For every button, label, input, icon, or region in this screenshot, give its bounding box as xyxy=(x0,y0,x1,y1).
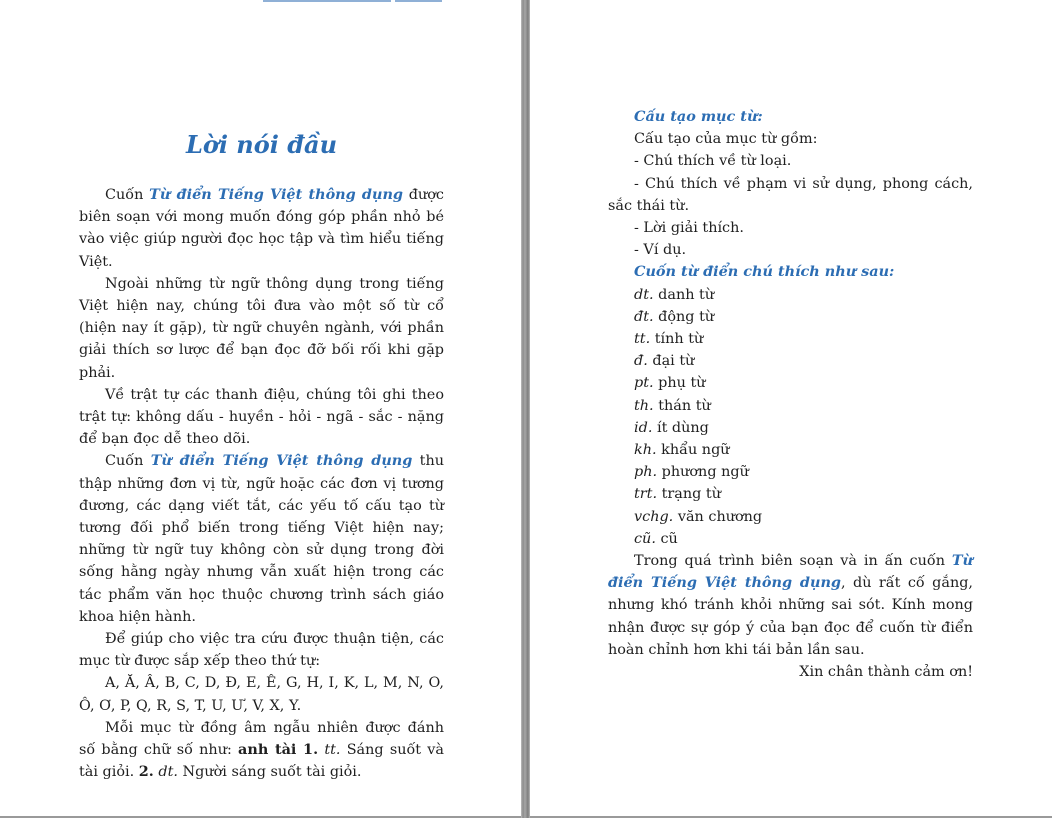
abbreviation-meaning: văn chương xyxy=(677,508,763,525)
p4-post: thu thập những đơn vị từ, ngữ hoặc các đơn vị tương đương, các dạng viết tắt, các yếu tố cấu tạo từ tương đối phổ biến trong tiếng Việt hiện nay; những từ ngữ tuy không còn sử dụng trong đời sống hằng ngày nhưng vẫn xuất hiện trong các tác phẩm văn học thuộc chương trình sách giáo khoa hiện hành. xyxy=(79,453,444,625)
abbreviation-code: cũ. xyxy=(634,530,656,547)
right-body xyxy=(608,106,973,683)
structure-intro: Cấu tạo của mục từ gồm: xyxy=(634,131,818,148)
example-def-1: Sáng suốt và tài giỏi. xyxy=(79,742,445,781)
example-def-2: Người sáng suốt tài giỏi. xyxy=(177,764,362,781)
thanks-line: Xin chân thành cảm ơn! xyxy=(799,664,973,681)
abbreviation-code: dt. xyxy=(634,286,654,303)
abbreviation-row xyxy=(608,306,973,328)
abbreviation-code: kh. xyxy=(634,442,657,459)
alphabet-order: A, Ă, Â, B, C, D, Đ, E, Ê, G, H, I, K, L, M, N, O, Ô, Ơ, P, Q, R, S, T, U, Ư, V, X, Y. xyxy=(79,675,444,714)
abbreviation-row xyxy=(608,417,973,439)
structure-item: - Chú thích về phạm vi sử dụng, phong cách, sắc thái từ. xyxy=(608,175,973,214)
structure-item: - Ví dụ. xyxy=(634,242,687,259)
abbreviation-meaning: khẩu ngữ xyxy=(661,442,730,459)
abbreviation-meaning: danh từ xyxy=(658,286,715,303)
abbreviation-code: pt. xyxy=(634,375,654,392)
closing-pre: Trong quá trình biên soạn và in ấn cuốn xyxy=(634,553,952,570)
example-num-2: 2. xyxy=(138,763,154,781)
abbreviation-row xyxy=(608,461,973,483)
abbreviation-row xyxy=(608,350,973,372)
abbreviation-list xyxy=(608,284,973,550)
abbreviation-row xyxy=(608,395,973,417)
p1-pre: Cuốn xyxy=(105,187,150,203)
page-divider xyxy=(521,0,530,818)
book-title: Từ điển Tiếng Việt thông dụng xyxy=(149,186,403,203)
book-title: Từ điển Tiếng Việt thông dụng xyxy=(608,552,973,592)
p1-post: được biên soạn với mong muốn đóng góp phần nhỏ bé vào việc giúp người đọc học tập và tìm hiểu tiếng Việt. xyxy=(79,187,444,270)
closing-post: , dù rất cố gắng, nhưng khó tránh khỏi những sai sót. Kính mong nhận được sự góp ý của bạn đọc để cuốn từ điển hoàn chỉnh hơn khi tái bản lần sau. xyxy=(608,575,973,658)
intro-paragraph-3: Về trật tự các thanh điệu, chúng tôi ghi theo trật tự: không dấu - huyền - hỏi - ngã - sắc - nặng để bạn đọc dễ theo dõi. xyxy=(79,386,444,448)
abbreviation-code: đ. xyxy=(634,353,648,370)
abbreviation-meaning: phụ từ xyxy=(658,375,706,392)
abbreviation-code: đt. xyxy=(634,308,654,325)
abbreviation-meaning: tính từ xyxy=(654,331,704,348)
structure-item: - Chú thích về từ loại. xyxy=(634,153,792,170)
p6-pre: Mỗi mục từ đồng âm ngẫu nhiên được đánh số bằng chữ số như: xyxy=(79,719,444,759)
abbreviation-meaning: động từ xyxy=(658,308,715,325)
abbreviation-row xyxy=(608,284,973,306)
intro-paragraph-6 xyxy=(79,717,444,784)
abbreviation-heading: Cuốn từ điển chú thích như sau: xyxy=(634,263,895,281)
abbreviation-meaning: ít dùng xyxy=(656,419,709,436)
abbreviation-row xyxy=(608,372,973,394)
left-body xyxy=(79,184,444,783)
book-title: Từ điển Tiếng Việt thông dụng xyxy=(150,452,413,470)
abbreviation-meaning: cũ xyxy=(660,530,678,547)
example-abbr-1: tt. xyxy=(324,742,341,759)
abbreviation-meaning: phương ngữ xyxy=(661,464,749,481)
abbreviation-code: ph. xyxy=(634,464,658,481)
right-page xyxy=(530,0,1052,818)
abbreviation-code: id. xyxy=(634,419,653,436)
intro-paragraph-2: Ngoài những từ ngữ thông dụng trong tiếng Việt hiện nay, chúng tôi đưa vào một số từ cổ (hiện nay ít gặp), từ ngữ chuyên ngành, với phần giải thích sơ lược để bạn đọc đỡ bối rối khi gặp phải. xyxy=(79,275,444,381)
intro-paragraph-4 xyxy=(79,450,444,628)
structure-heading: Cấu tạo mục từ: xyxy=(634,108,763,125)
example-abbr-2: dt. xyxy=(158,764,178,781)
abbreviation-row xyxy=(608,328,973,350)
example-headword: anh tài 1. xyxy=(238,741,319,759)
left-page xyxy=(0,0,521,818)
page-title: Lời nói đầu xyxy=(185,130,338,159)
abbreviation-meaning: trạng từ xyxy=(661,486,721,503)
abbreviation-code: trt. xyxy=(634,486,658,503)
abbreviation-code: vchg. xyxy=(634,508,674,525)
closing-paragraph xyxy=(608,550,973,661)
abbreviation-code: tt. xyxy=(634,331,651,348)
abbreviation-code: th. xyxy=(634,397,654,414)
p4-pre: Cuốn xyxy=(105,453,151,470)
abbreviation-row xyxy=(608,506,973,528)
structure-item: - Lời giải thích. xyxy=(634,220,744,237)
abbreviation-row xyxy=(608,483,973,505)
top-link-underline xyxy=(263,0,443,2)
abbreviation-meaning: thán từ xyxy=(658,397,711,414)
abbreviation-meaning: đại từ xyxy=(652,353,695,370)
intro-paragraph-1 xyxy=(79,184,444,273)
intro-paragraph-5: Để giúp cho việc tra cứu được thuận tiện, các mục từ được sắp xếp theo thứ tự: xyxy=(79,631,444,670)
abbreviation-row xyxy=(608,528,973,550)
abbreviation-row xyxy=(608,439,973,461)
